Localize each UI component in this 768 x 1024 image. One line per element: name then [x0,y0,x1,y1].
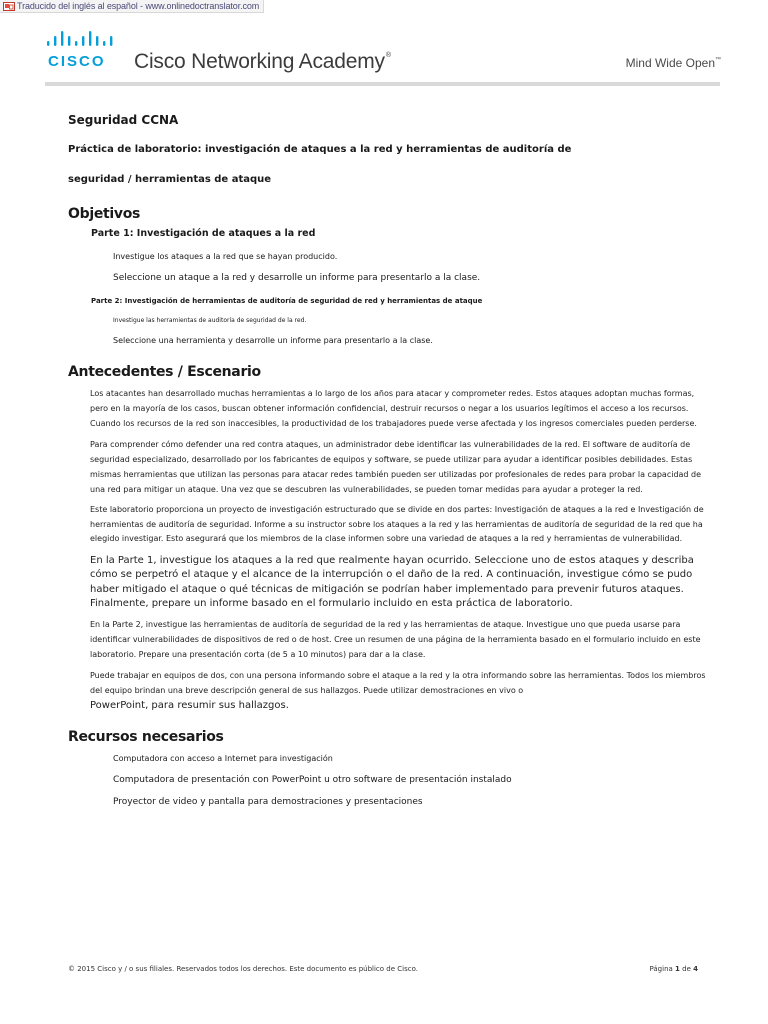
resources-heading: Recursos necesarios [68,728,224,745]
lab-title-line-2: seguridad / herramientas de ataque [68,174,272,185]
part1-item-1: Investigue los ataques a la red que se hayan producido. [113,252,338,261]
lab-title-line-1: Práctica de laboratorio: investigación de ataques a la red y herramientas de auditoría de [68,144,572,155]
page-header [46,30,721,86]
document-body [68,112,708,809]
objectives-heading: Objetivos [68,206,141,222]
part1-item-2: Seleccione un ataque a la red y desarrolle un informe para presentarlo a la clase. [113,273,481,283]
translator-link[interactable]: Traducido del inglés al español - www.onlinedoctranslator.com [17,1,260,11]
background-paragraph-4: En la Parte 1, investigue los ataques a la red que realmente hayan ocurrido. Seleccione uno de estos ataques y describa cómo se perpetró el ataque y el alcance de la interrupción o el daño de la red. A continuación, investigue cómo se pudo haber mitigado el ataque o qué técnicas de mitigación se podrían haber implementado para prevenir futuros ataques. Finalmente, prepare un informe basado en el formulario incluido en esta práctica de laboratorio. [90,554,694,609]
trademark-mark: ™ [715,57,721,63]
background-paragraph-3: Este laboratorio proporciona un proyecto de investigación estructurado que se divide en dos partes: Investigación de ataques a la red e Investigación de herramientas de auditoría de seguridad. Informe a su instructor sobre los ataques a la red y las herramientas de auditoría de seguridad de la red que ha elegido investigar. Esto asegurará que los miembros de la clase informen sobre una variedad de ataques a la red y herramientas de vulnerabilidad. [90,505,704,543]
part2-item-1: Investigue las herramientas de auditoría de seguridad de la red. [113,317,307,324]
academy-title: Cisco Networking Academy® [134,50,391,73]
tagline: Mind Wide Open™ [625,56,721,70]
translate-icon [3,2,15,11]
background-paragraph-5: En la Parte 2, investigue las herramientas de auditoría de seguridad de la red y las herramientas de ataque. Investigue uno que pueda usarse para identificar vulnerabilidades de dispositivos de red o de host. Cree un resumen de una página de la herramienta basado en el formulario incluido en este laboratorio. Prepare una presentación corta (de 5 a 10 minutos) para dar a la clase. [90,619,701,659]
copyright-text: © 2015 Cisco y / o sus filiales. Reservados todos los derechos. Este documento es público de Cisco. [68,965,418,973]
background-heading: Antecedentes / Escenario [68,364,261,380]
resource-item-3: Proyector de video y pantalla para demostraciones y presentaciones [113,796,423,807]
cisco-logo [46,30,114,70]
part2-item-2: Seleccione una herramienta y desarrolle un informe para presentarlo a la clase. [113,336,433,345]
background-paragraph-6: Puede trabajar en equipos de dos, con una persona informando sobre el ataque a la red y la otra informando sobre las herramientas. Todos los miembros del equipo brindan una breve descripción general de sus hallazgos. Puede utilizar demostraciones en vivo o [90,670,706,695]
course-title: Seguridad CCNA [68,113,179,127]
page-indicator: Página 1 de 4 [649,965,698,973]
background-paragraph-7: PowerPoint, para resumir sus hallazgos. [90,699,289,711]
part1-heading: Parte 1: Investigación de ataques a la red [91,228,316,239]
background-paragraph-1: Los atacantes han desarrollado muchas herramientas a lo largo de los años para atacar y comprometer redes. Estos ataques adoptan muchas formas, pero en la mayoría de los casos, buscan obtener información confidencial, destruir recursos o negar a los usuarios legítimos el acceso a los recursos. Cuando los recursos de la red son inaccesibles, la productividad de los trabajadores puede verse afectada y los ingresos comerciales pueden perderse. [90,389,697,428]
translator-bar[interactable] [0,0,264,13]
resource-item-1: Computadora con acceso a Internet para investigación [113,753,333,763]
page-footer [68,965,698,973]
background-paragraph-2: Para comprender cómo defender una red contra ataques, un administrador debe identificar las vulnerabilidades de la red. El software de auditoría de seguridad especializado, desarrollado por los fabricantes de equipos y software, se puede utilizar para ayudar a identificar posibles debilidades. Estas mismas herramientas que utilizan las personas para atacar redes también pueden ser utilizadas por profesionales de redes para probar la capacidad de una red para mitigar un ataque. Una vez que se descubren las vulnerabilidades, se pueden tomar medidas para ayudar a proteger la red. [90,440,702,494]
header-divider [45,82,720,86]
resource-item-2: Computadora de presentación con PowerPoint u otro software de presentación instalado [113,774,512,785]
registered-mark: ® [385,52,391,59]
cisco-wordmark: CISCO [48,53,106,70]
part2-heading: Parte 2: Investigación de herramientas de auditoría de seguridad de red y herramientas de ataque [91,297,483,305]
cisco-bars-icon [46,30,114,52]
